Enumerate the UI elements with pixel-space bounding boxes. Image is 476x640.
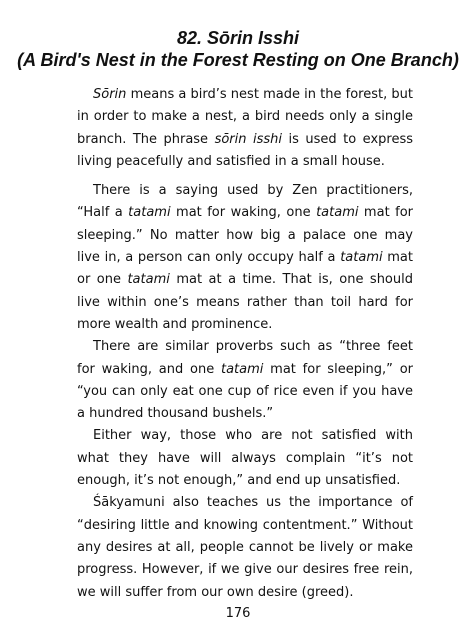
page-number: 176 [225, 606, 251, 621]
chapter-title: 82. Sōrin Isshi [176, 28, 300, 48]
paragraph-3: There are similar proverbs such as “three feet for waking, and one tatami mat for sleeping,” or “you can only eat one cup of rice even if you have a hundred thousand bushels.” [77, 339, 413, 422]
paragraph-1: Sōrin means a bird’s nest made in the forest, but in order to make a nest, a bird needs only a single branch. The phrase sōrin isshi is used to express living peacefully and satisfied in a small house. [77, 87, 413, 169]
body-text [77, 84, 413, 604]
chapter-subtitle: (A Bird's Nest in the Forest Resting on One Branch) [17, 50, 459, 70]
term-tatami: tatami [220, 361, 264, 377]
term-sorin: Sōrin [93, 87, 127, 102]
term-tatami: tatami [127, 272, 170, 288]
term-tatami: tatami [340, 250, 383, 266]
paragraph-5: Śākyamuni also teaches us the importance of “desiring little and knowing contentment.” Without any desires at all, people cannot be lively or make progress. However, if we give our desires free rein, we will suffer from our own desire (greed). [77, 495, 413, 600]
term-tatami: tatami [316, 205, 359, 221]
term-tatami: tatami [128, 205, 171, 221]
paragraph-4: Either way, those who are not satisfied with what they have will always complain “it’s not enough, it’s not enough,” and end up unsatisfied. [77, 428, 413, 489]
term-sorin-isshi: sōrin isshi [214, 131, 282, 147]
paragraph-2: There is a saying used by Zen practitioners, “Half a tatami mat for waking, one tatami mat for sleeping.” No matter how big a palace one may live in, a person can only occupy half a tatami mat or one tatami mat at a time. That is, one should live within one’s means rather than toil hard for more wealth and prominence. [77, 183, 413, 332]
